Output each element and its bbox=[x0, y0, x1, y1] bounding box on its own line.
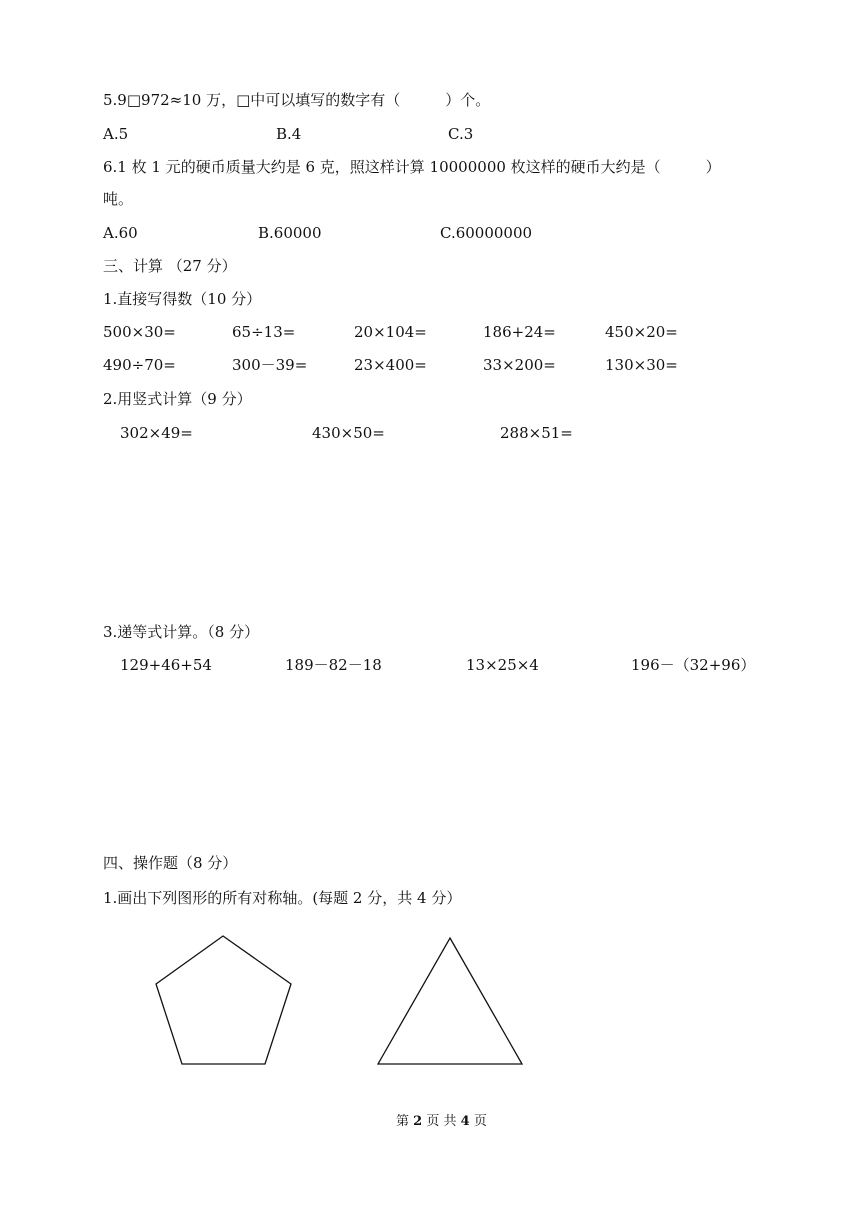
footer-total-pages: 4 bbox=[460, 1114, 470, 1129]
q6-option-a: A.60 bbox=[103, 224, 138, 242]
step-calc-item: 189－82－18 bbox=[285, 656, 382, 674]
oral-calc-item: 450×20= bbox=[605, 323, 678, 341]
vertical-calc-item: 430×50= bbox=[312, 424, 385, 442]
section4-q1: 1.画出下列图形的所有对称轴。(每题 2 分，共 4 分） bbox=[103, 889, 462, 907]
step-calc-item: 13×25×4 bbox=[466, 656, 539, 674]
step-calc-item: 129+46+54 bbox=[120, 656, 212, 674]
footer-middle: 页 共 bbox=[426, 1114, 457, 1129]
section4-title: 四、操作题（8 分） bbox=[103, 854, 238, 872]
q5-stem: 5.9□972≈10 万，□中可以填写的数字有（ ）个。 bbox=[103, 91, 491, 109]
oral-calc-item: 186+24= bbox=[483, 323, 556, 341]
oral-calc-item: 20×104= bbox=[354, 323, 427, 341]
pentagon-shape bbox=[150, 930, 300, 1070]
step-calc-item: 196－（32+96） bbox=[631, 656, 756, 674]
oral-calc-item: 23×400= bbox=[354, 356, 427, 374]
oral-calc-item: 33×200= bbox=[483, 356, 556, 374]
q6-stem-line1: 6.1 枚 1 元的硬币质量大约是 6 克，照这样计算 10000000 枚这样的硬币大约是（ ） bbox=[103, 158, 721, 176]
q6-option-b: B.60000 bbox=[258, 224, 322, 242]
section3-sub3-title: 3.递等式计算。（8 分） bbox=[103, 623, 260, 641]
q5-option-c: C.3 bbox=[448, 125, 474, 143]
q5-option-b: B.4 bbox=[276, 125, 302, 143]
footer-prefix: 第 bbox=[396, 1114, 410, 1129]
section3-title: 三、计算 （27 分） bbox=[103, 257, 237, 275]
section3-sub2-title: 2.用竖式计算（9 分） bbox=[103, 390, 252, 408]
vertical-calc-item: 288×51= bbox=[500, 424, 573, 442]
q6-stem-line2: 吨。 bbox=[103, 190, 134, 208]
footer-page-number: 2 bbox=[413, 1114, 423, 1129]
oral-calc-item: 130×30= bbox=[605, 356, 678, 374]
vertical-calc-item: 302×49= bbox=[120, 424, 193, 442]
oral-calc-item: 490÷70= bbox=[103, 356, 176, 374]
q6-option-c: C.60000000 bbox=[440, 224, 533, 242]
oral-calc-item: 300－39= bbox=[232, 356, 308, 374]
page-footer bbox=[396, 1112, 487, 1132]
section3-sub1-title: 1.直接写得数（10 分） bbox=[103, 290, 262, 308]
footer-suffix: 页 bbox=[473, 1114, 487, 1129]
oral-calc-item: 500×30= bbox=[103, 323, 176, 341]
q5-option-a: A.5 bbox=[103, 125, 129, 143]
oral-calc-item: 65÷13= bbox=[232, 323, 296, 341]
triangle-shape bbox=[372, 932, 528, 1070]
